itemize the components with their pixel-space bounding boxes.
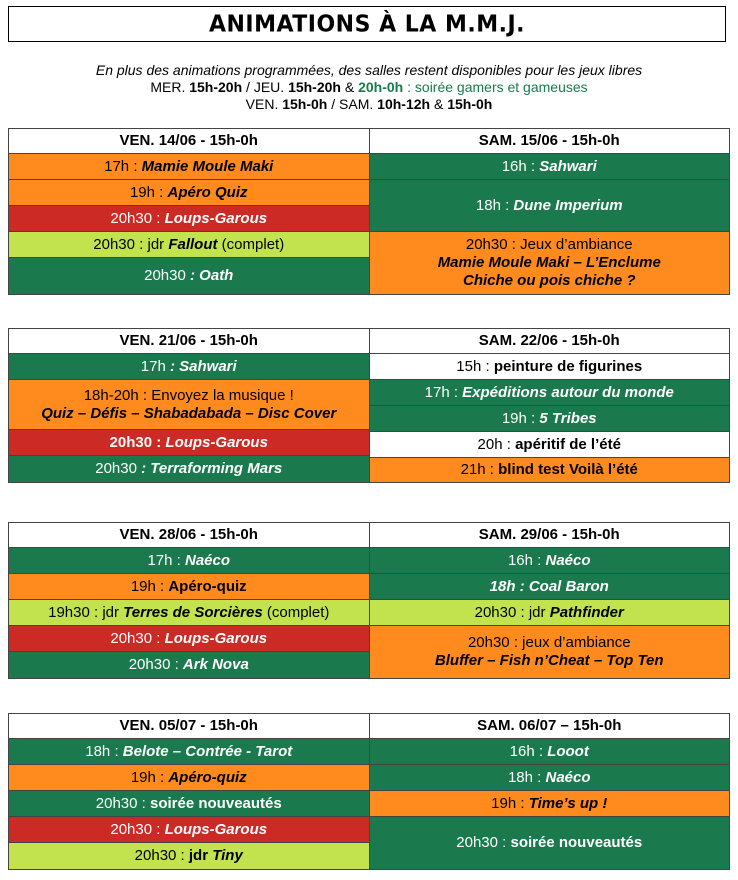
event-text: 19h : xyxy=(129,183,168,201)
intro-text: / SAM. xyxy=(327,96,378,112)
event-line xyxy=(475,604,624,622)
event-text: : Terraforming Mars xyxy=(141,460,283,477)
event-line xyxy=(104,158,273,176)
event-text: Chiche ou pois chiche ? xyxy=(462,272,636,289)
day-header: VEN. 05/07 - 15h-0h xyxy=(9,714,369,739)
event-text: Mamie Moule Maki – L’Enclume xyxy=(437,254,661,271)
event-text: 21h : xyxy=(460,461,499,478)
event-text: 18h-20h : Envoyez la musique ! xyxy=(83,386,294,404)
event-text: Loups-Garous xyxy=(164,820,268,838)
event-line xyxy=(131,769,247,787)
event-cell xyxy=(9,380,369,430)
event-cell xyxy=(370,154,730,180)
event-line xyxy=(93,236,284,254)
event-line xyxy=(456,358,642,376)
event-text: Pathfinder xyxy=(549,603,624,621)
event-text: 20h : xyxy=(477,435,516,453)
event-text: Time’s up ! xyxy=(528,794,608,812)
event-cell xyxy=(9,548,369,574)
event-line xyxy=(129,656,249,674)
event-text: : Oath xyxy=(190,267,234,284)
event-line xyxy=(508,552,591,570)
event-text: Sahwari xyxy=(539,157,597,175)
event-text: 16h : xyxy=(501,157,540,175)
day-header: SAM. 29/06 - 15h-0h xyxy=(370,523,730,548)
event-line xyxy=(144,267,233,285)
day-header: SAM. 15/06 - 15h-0h xyxy=(370,129,730,154)
event-line xyxy=(468,634,631,652)
intro-text: / JEU. xyxy=(242,79,289,95)
event-text: 17h xyxy=(140,357,170,375)
event-cell xyxy=(370,791,730,817)
event-text: 15h : xyxy=(456,357,494,375)
event-text: Fallout xyxy=(168,235,218,253)
event-cell xyxy=(370,574,730,600)
event-text: 20h30 : xyxy=(110,820,165,838)
intro-line-2 xyxy=(8,79,730,96)
event-text: 18h : Coal Baron xyxy=(489,577,609,595)
intro-line-3 xyxy=(8,96,730,113)
event-text: 18h : xyxy=(85,742,123,760)
event-line xyxy=(510,743,589,761)
event-line xyxy=(141,358,237,376)
intro-hours: 10h-12h xyxy=(377,96,431,112)
event-text: Naéco xyxy=(545,551,591,569)
event-line xyxy=(130,184,248,202)
event-text: 20h30 : xyxy=(128,656,183,673)
event-text: Ark Nova xyxy=(182,656,249,673)
intro-hours-gamers: 20h-0h xyxy=(358,79,404,95)
event-line xyxy=(147,552,230,570)
event-cell xyxy=(9,456,369,482)
intro xyxy=(8,62,730,113)
event-text: 17h : xyxy=(147,551,185,569)
event-cell xyxy=(9,574,369,600)
event-cell xyxy=(9,817,369,843)
event-text: peinture de figurines xyxy=(493,357,643,375)
event-cell xyxy=(9,206,369,232)
event-cell xyxy=(370,548,730,574)
event-cell xyxy=(9,430,369,456)
event-text: 20h30 : xyxy=(110,629,165,647)
intro-gamers-text: : soirée gamers et gameuses xyxy=(403,79,588,95)
event-line xyxy=(425,384,674,402)
event-line xyxy=(478,436,621,454)
event-cell xyxy=(9,652,369,678)
friday-column xyxy=(9,523,370,678)
day-header: SAM. 22/06 - 15h-0h xyxy=(370,329,730,354)
saturday-column xyxy=(370,129,730,294)
event-cell xyxy=(9,791,369,817)
event-text: Dune Imperium xyxy=(513,196,623,214)
day-header: SAM. 06/07 – 15h-0h xyxy=(370,714,730,739)
friday-column xyxy=(9,329,370,482)
event-cell xyxy=(9,843,369,869)
event-text: Tiny xyxy=(212,847,243,864)
event-cell xyxy=(370,765,730,791)
event-line xyxy=(438,254,661,272)
event-text: 20h30 : jdr xyxy=(474,603,550,621)
event-line xyxy=(110,630,267,648)
event-cell xyxy=(370,739,730,765)
event-text: Belote – Contrée - Tarot xyxy=(122,742,293,760)
event-text: Bluffer – Fish n’Cheat – Top Ten xyxy=(434,652,664,669)
friday-column xyxy=(9,714,370,869)
event-text: 19h : xyxy=(130,577,169,595)
day-header: VEN. 21/06 - 15h-0h xyxy=(9,329,369,354)
event-line xyxy=(96,795,282,813)
event-cell xyxy=(370,458,730,482)
event-line xyxy=(131,578,247,596)
event-text: 16h : xyxy=(509,742,548,760)
event-line xyxy=(84,387,294,405)
event-text: 20h30 : jdr xyxy=(93,235,169,253)
event-text: 17h : xyxy=(104,157,142,175)
event-text: 19h : xyxy=(130,768,169,786)
event-text: 5 Tribes xyxy=(539,409,597,427)
event-text: Naéco xyxy=(185,551,231,569)
event-text: blind test Voilà l’été xyxy=(498,461,638,478)
event-text: Loups-Garous xyxy=(164,629,268,647)
event-text: 19h : xyxy=(491,794,529,812)
event-text: 18h : xyxy=(475,196,514,214)
intro-hours: 15h-0h xyxy=(447,96,493,112)
event-text: 20h30 : Jeux d’ambiance xyxy=(465,236,633,253)
event-text: Mamie Moule Maki xyxy=(141,157,274,175)
event-line xyxy=(508,769,591,787)
event-line xyxy=(502,410,597,428)
event-text: Apéro-quiz xyxy=(168,577,247,595)
event-line xyxy=(41,405,336,423)
saturday-column xyxy=(370,523,730,678)
event-text: 18h : xyxy=(507,768,546,786)
event-cell xyxy=(370,626,730,678)
intro-hours: 15h-0h xyxy=(282,96,328,112)
event-line xyxy=(110,210,267,228)
event-text: 20h30 xyxy=(95,460,142,477)
event-cell xyxy=(9,154,369,180)
event-text: Terres de Sorcières xyxy=(123,603,263,621)
event-cell xyxy=(9,765,369,791)
event-line xyxy=(490,578,609,596)
event-text: Quiz – Défis – Shabadabada – Disc Cover xyxy=(41,404,337,422)
event-line xyxy=(502,158,597,176)
event-cell xyxy=(370,600,730,626)
event-cell xyxy=(370,817,730,869)
event-cell xyxy=(370,354,730,380)
week-table xyxy=(8,713,730,870)
saturday-column xyxy=(370,714,730,869)
event-cell xyxy=(9,739,369,765)
event-text: Looot xyxy=(547,742,589,760)
event-text: 20h30 : xyxy=(134,847,189,864)
day-header: VEN. 14/06 - 15h-0h xyxy=(9,129,369,154)
intro-hours: 15h-20h xyxy=(189,79,243,95)
event-line xyxy=(95,460,282,478)
event-text: 17h : xyxy=(424,383,463,401)
event-text: 16h : xyxy=(507,551,546,569)
intro-text: & xyxy=(430,96,448,112)
event-text: 20h30 : xyxy=(95,794,150,812)
event-cell xyxy=(370,180,730,232)
event-text: 20h30 xyxy=(144,267,191,284)
intro-hours: 15h-20h xyxy=(288,79,341,95)
event-line xyxy=(110,434,268,452)
event-cell xyxy=(9,600,369,626)
event-text: Loups-Garous xyxy=(164,209,268,227)
event-text: 20h30 : xyxy=(109,433,166,451)
event-line xyxy=(48,604,329,622)
event-cell xyxy=(9,232,369,258)
event-line xyxy=(463,272,636,290)
event-line xyxy=(110,821,267,839)
event-text: 20h30 : xyxy=(110,209,165,227)
week-table xyxy=(8,128,730,295)
event-text: soirée nouveautés xyxy=(150,794,282,812)
event-line xyxy=(85,743,292,761)
event-text: Expéditions autour du monde xyxy=(462,383,674,401)
event-cell xyxy=(9,626,369,652)
intro-text: MER. xyxy=(150,79,190,95)
event-line xyxy=(456,834,642,852)
friday-column xyxy=(9,129,370,294)
week-table xyxy=(8,522,730,679)
event-text: Naéco xyxy=(545,768,591,786)
event-cell xyxy=(370,406,730,432)
event-text: Apéro-quiz xyxy=(168,768,247,786)
event-text: : Sahwari xyxy=(170,357,237,375)
event-text: (complet) xyxy=(262,603,330,621)
event-cell xyxy=(9,258,369,294)
event-cell xyxy=(370,232,730,294)
event-text: 19h : xyxy=(501,409,540,427)
event-text: jdr xyxy=(188,847,213,864)
title-box xyxy=(8,6,726,42)
intro-text: & xyxy=(340,79,359,95)
event-cell xyxy=(9,354,369,380)
event-line xyxy=(466,236,633,254)
event-line xyxy=(135,847,243,865)
event-cell xyxy=(370,380,730,406)
event-line xyxy=(435,652,664,670)
event-text: 20h30 : xyxy=(456,834,511,851)
event-line xyxy=(476,197,623,215)
intro-line-1: En plus des animations programmées, des salles restent disponibles pour les jeux libres xyxy=(95,62,643,78)
event-text: 19h30 : jdr xyxy=(48,603,124,621)
intro-text: VEN. xyxy=(245,96,283,112)
saturday-column xyxy=(370,329,730,482)
event-cell xyxy=(9,180,369,206)
event-line xyxy=(461,461,638,479)
event-text: soirée nouveautés xyxy=(510,834,643,851)
day-header: VEN. 28/06 - 15h-0h xyxy=(9,523,369,548)
event-cell xyxy=(370,432,730,458)
page-title: ANIMATIONS À LA M.M.J. xyxy=(208,10,526,38)
event-text: Loups-Garous xyxy=(165,433,268,451)
event-text: 20h30 : jeux d’ambiance xyxy=(467,634,631,651)
event-text: (complet) xyxy=(217,235,285,253)
week-table xyxy=(8,328,730,483)
event-text: Apéro Quiz xyxy=(167,183,248,201)
event-line xyxy=(491,795,607,813)
event-text: apéritif de l’été xyxy=(515,435,621,453)
